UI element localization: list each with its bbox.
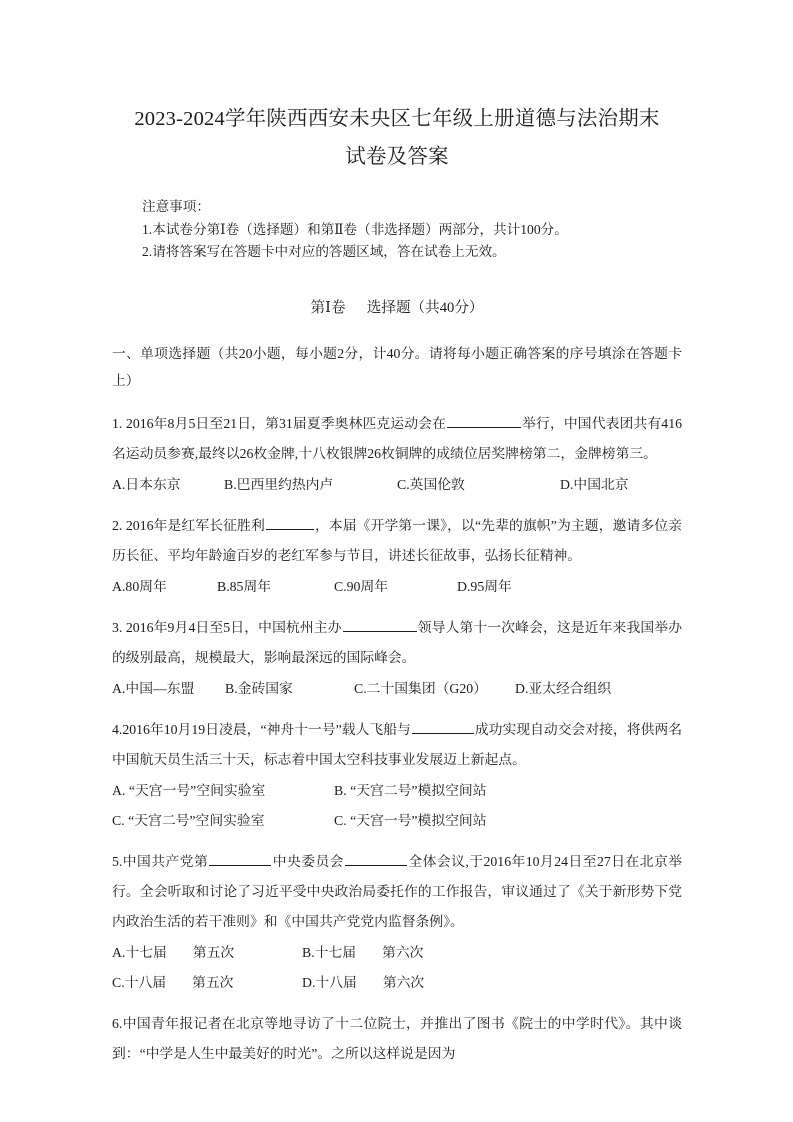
question-5-option-c[interactable]: [112, 968, 233, 998]
question-1-option-c-label: C.: [397, 476, 410, 492]
question-5-option-d-label: D.: [302, 974, 316, 990]
notice-item-2: 2.请将答案写在答题卡中对应的答题区域，答在试卷上无效。: [142, 244, 506, 259]
question-2-option-b-label: B.: [217, 578, 230, 594]
question-4-option-c-label: C.: [112, 812, 125, 828]
question-3-options: [112, 674, 682, 704]
question-2: [112, 511, 682, 571]
question-4-option-row-1: [112, 776, 682, 806]
question-2-option-c-label: C.: [334, 578, 347, 594]
question-1-option-d-text: 中国北京: [573, 476, 629, 492]
question-4-stem: [112, 715, 682, 775]
question-6: [112, 1009, 682, 1069]
question-5-option-b-label: B.: [302, 944, 315, 960]
question-2-stem-part-1: 2. 2016年是红军长征胜利: [112, 517, 265, 533]
question-1-option-b-label: B.: [224, 476, 237, 492]
question-1-option-row-1: [112, 470, 682, 500]
question-3-option-c-text: 二十国集团（G20）: [366, 680, 487, 696]
question-2-option-b[interactable]: [217, 572, 271, 602]
question-6-stem: 6.中国青年报记者在北京等地寻访了十二位院士，并推出了图书《院士的中学时代》。其中谈到：“中学是人生中最美好的时光”。之所以这样说是因为: [112, 1015, 682, 1061]
question-3-option-a[interactable]: [112, 674, 194, 704]
question-1-option-b-text: 巴西里约热内卢: [236, 476, 334, 492]
section-heading: [112, 297, 682, 319]
question-5-option-b-sub: 第六次: [382, 944, 424, 960]
section-heading-part: 第Ⅰ卷: [310, 299, 346, 316]
question-4-option-a[interactable]: [112, 776, 265, 806]
question-1: [112, 409, 682, 469]
instruction-paragraph: 一、单项选择题（共20小题，每小题2分，计40分。请将每小题正确答案的序号填涂在答题卡上）: [112, 345, 682, 388]
question-1-stem-part-2: 举行，中国代表团共有416名运动员参赛,最终以26枚金牌,十八枚银牌26枚铜牌的成绩位居奖牌榜第二，金牌榜第三。: [112, 415, 683, 461]
question-2-option-c-text: 90周年: [346, 578, 389, 594]
question-2-option-b-text: 85周年: [229, 578, 272, 594]
question-4-option-b-text: “天宫二号”模拟空间站: [350, 782, 487, 798]
question-4-stem-part-2: 成功实现自动交会对接，将供两名中国航天员生活三十天，标志着中国太空科技事业发展迈上新起点。: [112, 721, 682, 767]
question-3-option-a-text: 中国—东盟: [125, 680, 195, 696]
notice-item-1: 1.本试卷分第Ⅰ卷（选择题）和第Ⅱ卷（非选择题）两部分，共计100分。: [142, 221, 568, 237]
question-1-stem-part-1: 1. 2016年8月5日至21日，第31届夏季奥林匹克运动会在: [112, 415, 447, 431]
question-3-option-row-1: [112, 674, 682, 704]
question-5-option-a-sub: 第五次: [192, 944, 235, 960]
question-5-option-b[interactable]: [302, 938, 423, 968]
question-3-blank[interactable]: [343, 617, 417, 632]
question-4-stem-part-1: 4.2016年10月19日凌晨，“神舟十一号”载人飞船与: [112, 721, 411, 737]
question-3-option-c[interactable]: [354, 674, 487, 704]
question-5-option-c-sub: 第五次: [192, 974, 234, 990]
question-3-option-b-label: B.: [225, 680, 238, 696]
page-title-line-2: 试卷及答案: [345, 146, 449, 168]
question-3: [112, 613, 682, 673]
question-1-option-c[interactable]: [397, 470, 465, 500]
question-2-blank[interactable]: [266, 515, 314, 530]
question-1-option-d[interactable]: [560, 470, 629, 500]
notice-block: [112, 196, 682, 264]
question-3-stem-part-1: 3. 2016年9月4日至5日，中国杭州主办: [112, 619, 342, 635]
question-5-options: [112, 938, 682, 998]
notice-heading: 注意事项：: [142, 199, 210, 214]
page-title: [112, 0, 682, 176]
question-1-option-b[interactable]: [224, 470, 333, 500]
question-5: [112, 847, 682, 937]
page-content: [112, 0, 682, 1069]
question-2-option-a-label: A.: [112, 578, 126, 594]
question-5-stem: [112, 847, 682, 937]
question-1-option-a-text: 日本东京: [125, 476, 181, 492]
question-1-stem: [112, 409, 682, 469]
question-3-option-a-label: A.: [112, 680, 126, 696]
question-1-option-d-label: D.: [560, 476, 574, 492]
question-1-option-a-label: A.: [112, 476, 126, 492]
question-4-blank[interactable]: [412, 719, 474, 734]
question-4-option-d-text: “天宫一号”模拟空间站: [350, 812, 487, 828]
question-3-option-d-text: 亚太经合组织: [528, 680, 612, 696]
question-5-stem-part-2: 全体会议,于2016年10月24日至27日在北京举行。全会听取和讨论了习近平受中央政治局委托作的工作报告，审议通过了《关于新形势下党内政治生活的若干准则》和《中国共产党党内监督条例》。: [112, 853, 683, 929]
question-3-stem-part-2: 领导人第十一次峰会，这是近年来我国举办的级别最高，规模最大，影响最深远的国际峰会。: [112, 619, 682, 665]
question-5-option-a-label: A.: [112, 944, 126, 960]
question-2-option-d[interactable]: [457, 572, 512, 602]
question-5-option-c-text: 十八届: [124, 974, 167, 990]
question-5-option-b-text: 十七届: [314, 944, 357, 960]
question-1-options: [112, 470, 682, 500]
question-4: [112, 715, 682, 775]
question-5-option-row-2: [112, 968, 682, 998]
question-4-option-c-text: “天宫二号”空间实验室: [128, 812, 265, 828]
page-title-line-1: 2023-2024学年陕西西安未央区七年级上册道德与法治期末: [134, 108, 660, 130]
question-3-option-c-label: C.: [354, 680, 367, 696]
question-2-option-d-label: D.: [457, 578, 471, 594]
question-4-option-c[interactable]: [112, 806, 265, 836]
question-2-stem-part-2: ，本届《开学第一课》，以“先辈的旗帜”为主题，邀请多位亲历长征、平均年龄逾百岁的老红军参与节目，讲述长征故事，弘扬长征精神。: [112, 517, 682, 563]
question-5-option-a-text: 十七届: [125, 944, 167, 960]
question-1-option-a[interactable]: [112, 470, 181, 500]
question-5-blank-1[interactable]: [209, 851, 271, 866]
question-4-option-a-text: “天宫一号”空间实验室: [128, 782, 266, 798]
question-2-option-a-text: 80周年: [125, 578, 167, 594]
question-3-option-d-label: D.: [515, 680, 529, 696]
question-5-option-c-label: C.: [112, 974, 125, 990]
question-5-option-row-1: [112, 938, 682, 968]
question-1-option-c-text: 英国伦敦: [409, 476, 465, 492]
question-5-option-d[interactable]: [302, 968, 424, 998]
question-5-stem-mid: 中央委员会: [272, 853, 344, 869]
question-3-option-b[interactable]: [225, 674, 293, 704]
question-2-option-d-text: 95周年: [470, 578, 512, 594]
question-4-option-d[interactable]: [334, 806, 487, 836]
question-5-option-d-sub: 第六次: [382, 974, 425, 990]
question-3-stem: [112, 613, 682, 673]
question-2-option-row-1: [112, 572, 682, 602]
question-4-option-d-label: C.: [334, 812, 347, 828]
section-heading-label: 选择题（共40分）: [366, 299, 484, 316]
question-2-stem: [112, 511, 682, 571]
question-4-option-row-2: [112, 806, 682, 836]
question-5-blank-2[interactable]: [345, 851, 407, 866]
question-4-option-b[interactable]: [334, 776, 487, 806]
question-2-option-c[interactable]: [334, 572, 388, 602]
question-1-blank[interactable]: [447, 413, 521, 428]
question-4-options: [112, 776, 682, 836]
question-4-option-a-label: A.: [112, 782, 126, 798]
question-5-option-a[interactable]: [112, 938, 234, 968]
question-2-option-a[interactable]: [112, 572, 167, 602]
question-4-option-b-label: B.: [334, 782, 347, 798]
question-2-options: [112, 572, 682, 602]
question-5-stem-part-1: 5.中国共产党第: [112, 853, 209, 869]
question-3-option-b-text: 金砖国家: [237, 680, 293, 696]
question-5-option-d-text: 十八届: [315, 974, 357, 990]
question-3-option-d[interactable]: [515, 674, 611, 704]
